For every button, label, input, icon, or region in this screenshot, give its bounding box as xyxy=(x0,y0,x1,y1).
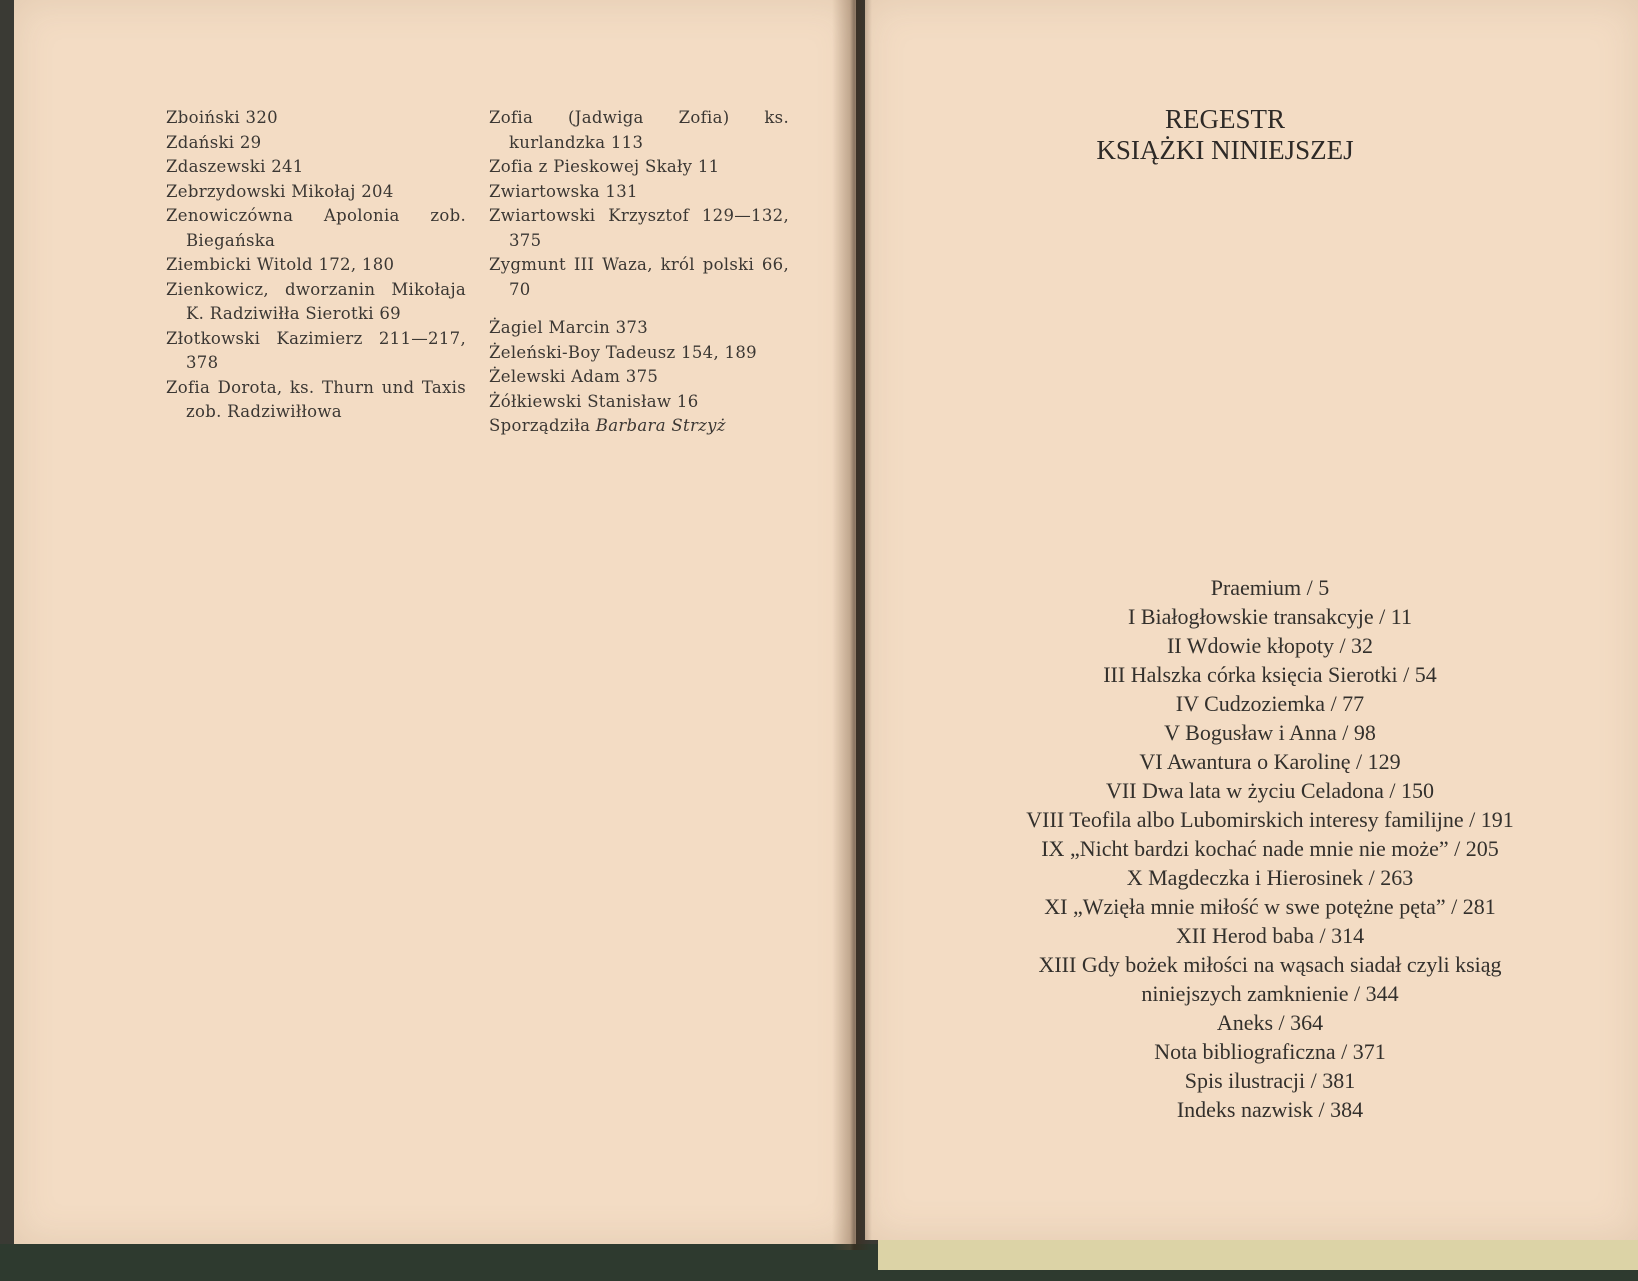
toc-line: X Magdeczka i Hierosinek / 263 xyxy=(1126,865,1414,890)
toc-line: Indeks nazwisk / 384 xyxy=(1176,1097,1364,1122)
toc-line: Aneks / 364 xyxy=(1216,1010,1324,1035)
index-entry: Zygmunt III Waza, król polski 66, 70 xyxy=(489,255,789,299)
index-entry: Zboiński 320 xyxy=(166,108,278,127)
index-entry: Zofia z Pieskowej Skały 11 xyxy=(489,157,720,176)
toc-line: XI „Wzięła mnie miłość w swe potężne pęta” / 281 xyxy=(1044,894,1496,919)
index-entry: Złotkowski Kazimierz 211—217, 378 xyxy=(166,328,466,372)
index-section-gap xyxy=(489,302,789,316)
toc-line: XII Herod baba / 314 xyxy=(1175,923,1365,948)
toc-line: II Wdowie kłopoty / 32 xyxy=(1166,633,1374,658)
toc-line: IV Cudzoziemka / 77 xyxy=(1175,691,1365,716)
page-edge-strip xyxy=(878,1240,1638,1270)
index-column-b xyxy=(489,106,789,439)
toc-line: I Białogłowskie transakcyje / 11 xyxy=(1128,604,1412,629)
toc-line: VIII Teofila albo Lubomirskich interesy familijne / 191 xyxy=(1026,807,1514,832)
toc-heading-line1: REGESTR xyxy=(1164,104,1285,134)
toc-line: Spis ilustracji / 381 xyxy=(1184,1068,1356,1093)
index-entry: Żółkiewski Stanisław 16 xyxy=(489,391,699,411)
index-entry: Zofia (Jadwiga Zofia) ks. kurlandzka 113 xyxy=(489,108,789,152)
index-entry: Zdański 29 xyxy=(166,132,262,152)
index-entry: Zienkowicz, dworzanin Mikołaja K. Radziwiłła Sierotki 69 xyxy=(166,279,466,323)
index-entry: Żeleński-Boy Tadeusz 154, 189 xyxy=(489,342,757,362)
toc-heading xyxy=(980,104,1470,166)
book-gutter xyxy=(832,0,872,1250)
compiler-credit xyxy=(489,414,789,439)
toc-line: IX „Nicht bardzi kochać nade mnie nie może” / 205 xyxy=(1041,836,1499,861)
index-column-a xyxy=(166,106,466,425)
toc-line: XIII Gdy bożek miłości na wąsach siadał czyli ksiąg xyxy=(1038,952,1502,977)
toc-line: III Halszka córka księcia Sierotki / 54 xyxy=(1103,662,1437,687)
toc-line: VII Dwa lata w życiu Celadona / 150 xyxy=(1105,778,1435,803)
toc-heading-line2: KSIĄŻKI NINIEJSZEJ xyxy=(1096,135,1354,165)
index-entry: Zenowiczówna Apolonia zob. Biegańska xyxy=(166,206,466,250)
credit-name: Barbara Strzyż xyxy=(595,416,726,435)
toc-line: VI Awantura o Karolinę / 129 xyxy=(1139,749,1401,774)
index-entry: Ziembicki Witold 172, 180 xyxy=(166,255,395,274)
index-entry: Zebrzydowski Mikołaj 204 xyxy=(166,181,394,201)
table-of-contents xyxy=(900,573,1638,1124)
index-entry: Zwiartowska 131 xyxy=(489,181,638,201)
index-entry: Zofia Dorota, ks. Thurn und Taxis zob. Radziwiłłowa xyxy=(166,377,466,421)
index-entry: Zdaszewski 241 xyxy=(166,157,304,176)
index-entry: Żagiel Marcin 373 xyxy=(489,318,649,337)
index-entry: Zwiartowski Krzysztof 129—132, 375 xyxy=(489,206,789,250)
toc-line: niniejszych zamknienie / 344 xyxy=(1141,981,1399,1006)
credit-prefix: Sporządziła xyxy=(489,416,591,435)
toc-line: Praemium / 5 xyxy=(1210,575,1330,600)
index-entry: Żelewski Adam 375 xyxy=(489,367,659,386)
toc-line: V Bogusław i Anna / 98 xyxy=(1164,720,1376,745)
toc-line: Nota bibliograficzna / 371 xyxy=(1154,1039,1386,1064)
